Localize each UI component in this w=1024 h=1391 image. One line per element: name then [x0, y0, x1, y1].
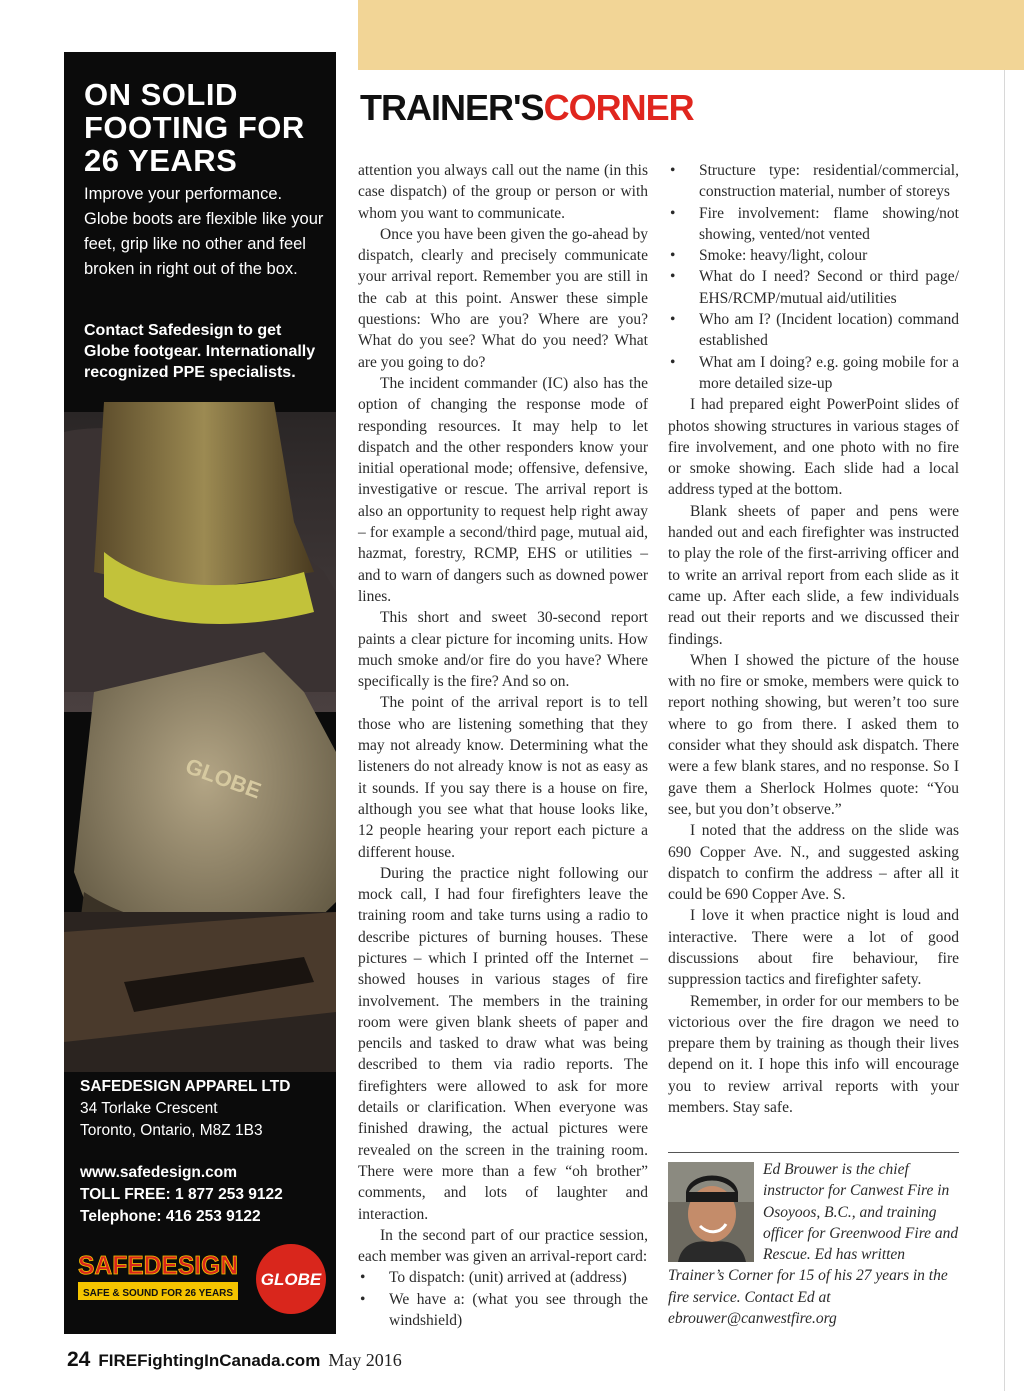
- paragraph: Remember, in order for our members to be victorious over the fire dragon we need to prepare them by training as though their lives depend on it. I hope this info will encourage you to review arrival reports with your members. Stay safe.: [668, 992, 959, 1117]
- ad-toll-free: TOLL FREE: 1 877 253 9122: [80, 1186, 283, 1203]
- ad-address-line1: 34 Torlake Crescent: [80, 1100, 218, 1117]
- arrival-report-list: [358, 1267, 648, 1331]
- list-item: • Fire involvement: flame showing/not showing, vented/not vented: [668, 203, 959, 246]
- page-edge-rule: [1004, 70, 1005, 1391]
- list-item: • What do I need? Second or third page/ EHS/RCMP/mutual aid/utilities: [668, 266, 959, 309]
- list-item: • What am I doing? e.g. going mobile for a more detailed size-up: [668, 352, 959, 395]
- arrival-report-list-continued: [668, 160, 959, 394]
- paragraph: I noted that the address on the slide was 690 Copper Ave. N., and suggested asking dispatch to confirm the address – after all it could be 690 Copper Ave. S.: [668, 822, 959, 904]
- paragraph: During the practice night following our mock call, I had four firefighters leave the training room and take turns using a radio to describe pictures of burning houses. These pictures – which I printed off the Internet – showed houses in various stages of fire involvement. The members in the training room were given blank sheets of paper and pencils and tasked to draw what was being described to them via radio reports. The firefighters were allowed to ask for more details or clarification. When everyone was finished drawing, the actual pictures were revealed on the screen in the training room. There were more than a few “oh brother” comments, and lots of laughter and interaction.: [358, 864, 648, 1223]
- paragraph: The point of the arrival report is to tell those who are listening something that they may not already know. Determining what the listeners do not already know is not as easy as it sounds. If you say there is a house on fire, although you see what that house looks like, 12 people hearing your report each picture a different house.: [358, 694, 648, 861]
- title-part-trainers: TRAINER'S: [360, 87, 544, 128]
- author-bio-lead: Ed Brouwer is the chief instructor for Canwest Fire in Osoyoos, B.C., and training officer for Greenwood Fire and Rescue. Ed has written: [763, 1161, 959, 1264]
- advertisement[interactable]: [64, 52, 336, 1334]
- article-column-2: [668, 160, 959, 1118]
- list-item: • Structure type: residential/commercial, construction material, number of storeys: [668, 160, 959, 203]
- safedesign-logo: [74, 1246, 244, 1306]
- paragraph: I had prepared eight PowerPoint slides of photos showing structures in various stages of fire involvement, and one photo with no fire or smoke showing. Each slide had a local address typed at the bottom.: [668, 396, 959, 499]
- section-title: [360, 88, 694, 128]
- issue-date: May 2016: [328, 1350, 402, 1370]
- article-column-1: [358, 160, 648, 1331]
- ad-contact-text: Contact Safedesign to get Globe footgear. Internationally recognized PPE specialists.: [84, 322, 316, 381]
- ad-telephone: Telephone: 416 253 9122: [80, 1208, 261, 1225]
- author-bio-rest: Trainer’s Corner for 15 of his 27 years in the fire service. Contact Ed at ebrouwer@canwestfire.org: [668, 1267, 948, 1328]
- list-item: • Smoke: heavy/light, colour: [668, 245, 959, 266]
- safedesign-logo-text: SAFEDESIGN: [78, 1250, 238, 1280]
- boot-brand-text: GLOBE: [182, 753, 265, 804]
- globe-logo: [254, 1242, 328, 1316]
- paragraph: attention you always call out the name (in this case dispatch) of the group or person or with whom you want to communicate.: [358, 162, 648, 222]
- paragraph: I love it when practice night is loud and interactive. There were a lot of good discussions about fire behaviour, fire suppression tactics and firefighter safety.: [668, 907, 959, 989]
- bio-divider: [668, 1152, 959, 1153]
- paragraph: When I showed the picture of the house with no fire or smoke, members were quick to report nothing showing, but weren’t too sure where to go from there. I asked them to consider what they should ask dispatch. There were a few blank stares, and no response. So I gave them a Sherlock Holmes quote: “You see, but you don’t observe.”: [668, 651, 959, 818]
- title-part-corner: CORNER: [543, 87, 694, 128]
- page-footer: [67, 1347, 402, 1375]
- ad-company-name: SAFEDESIGN APPAREL LTD: [80, 1078, 291, 1095]
- paragraph: Once you have been given the go-ahead by dispatch, clearly and precisely communicate your arrival report. Remember you are still in the cab at this point. Answer these simple questions: Who are you? Where are you? What do you see? What do you need? What are you going to do?: [358, 225, 648, 371]
- list-item: • Who am I? (Incident location) command established: [668, 309, 959, 352]
- paragraph: Blank sheets of paper and pens were handed out and each firefighter was instructed to play the role of the first-arriving officer and to write an arrival report from each slide as it came up. After each slide, a few individuals read out their reports and we discussed their findings.: [668, 502, 959, 648]
- ad-contact-details: [80, 1162, 325, 1228]
- ad-headline: ON SOLID FOOTING FOR 26 YEARS: [84, 77, 305, 178]
- page-number: 24: [67, 1348, 91, 1371]
- author-bio: [668, 1159, 959, 1329]
- header-band: [358, 0, 1024, 70]
- paragraph: The incident commander (IC) also has the option of changing the response mode of responding resources. It may help to let dispatch and the other responders know your initial operational mode; offensive, defensive, investigative or rescue. The arrival report is also an opportunity to request help right away – for example a second/third page, mutual aid, hazmat, forestry, RCMP, EHS or utilities – and to warn of dangers such as downed power lines.: [358, 374, 648, 605]
- magazine-site[interactable]: FIREFightingInCanada.com: [98, 1351, 321, 1370]
- ad-body-text: Improve your performance. Globe boots are flexible like your feet, grip like no other and feel broken in right out of the box.: [84, 185, 324, 278]
- ad-address-line2: Toronto, Ontario, M8Z 1B3: [80, 1122, 263, 1139]
- globe-logo-text: GLOBE: [260, 1270, 322, 1289]
- paragraph: In the second part of our practice session, each member was given an arrival-report card:: [358, 1226, 648, 1266]
- ad-website-link[interactable]: www.safedesign.com: [80, 1164, 238, 1181]
- list-item: • We have a: (what you see through the windshield): [358, 1289, 648, 1332]
- safedesign-tagline: SAFE & SOUND FOR 26 YEARS: [83, 1287, 233, 1299]
- list-item: • To dispatch: (unit) arrived at (address): [358, 1267, 648, 1288]
- paragraph: This short and sweet 30-second report paints a clear picture for incoming units. How much smoke and/or fire do you have? Where specifically is the fire? And so on.: [358, 609, 648, 691]
- ad-address: [80, 1076, 325, 1142]
